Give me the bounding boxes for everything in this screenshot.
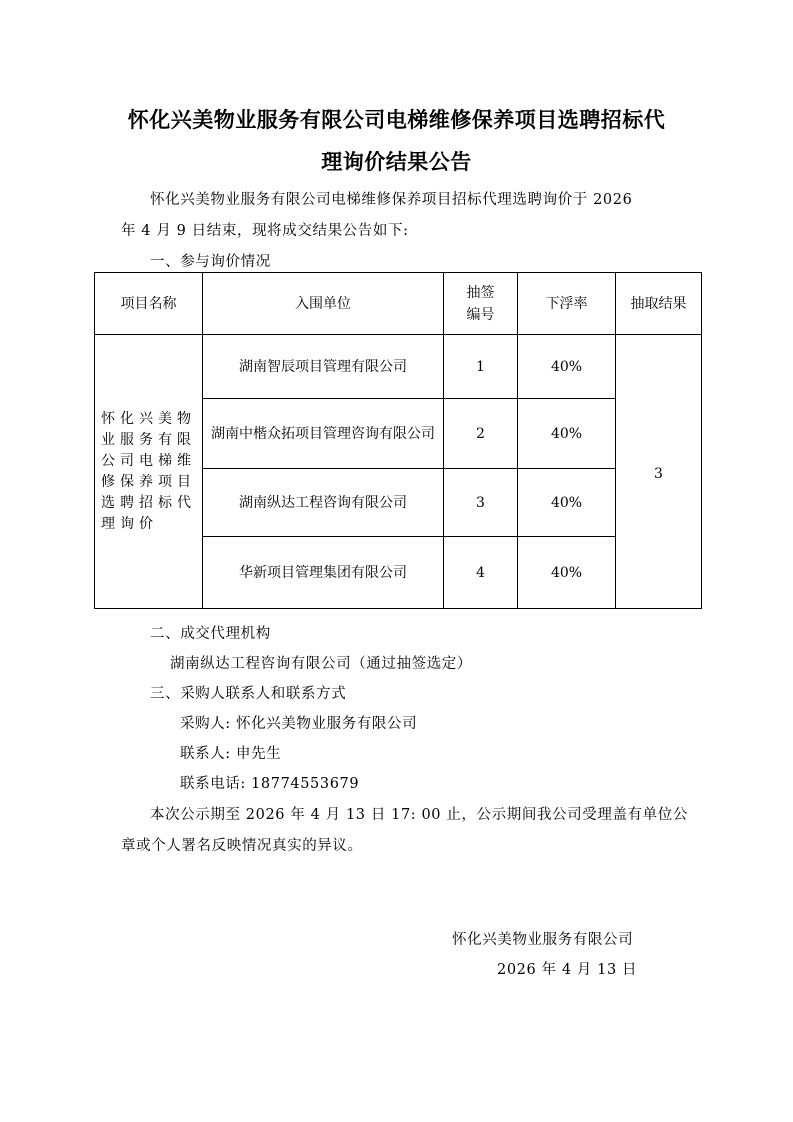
header-lot-line-1: 抽签 (466, 284, 495, 301)
inquiry-table (94, 272, 702, 609)
rate-cell: 40% (518, 335, 616, 399)
header-rate: 下浮率 (518, 273, 616, 335)
unit-cell: 湖南纵达工程咨询有限公司 (203, 469, 444, 537)
lot-cell: 2 (444, 399, 518, 469)
purchaser-line: 采购人: 怀化兴美物业服务有限公司 (180, 716, 418, 732)
result-cell: 3 (616, 335, 702, 609)
intro-line-1: 怀化兴美物业服务有限公司电梯维修保养项目招标代理选聘询价于 2026 (150, 192, 633, 208)
header-lot-line-2: 编号 (466, 306, 495, 323)
page-title-line-1: 怀化兴美物业服务有限公司电梯维修保养项目选聘招标代 (127, 108, 666, 132)
unit-cell: 湖南中楷众拓项目管理咨询有限公司 (203, 399, 444, 469)
lot-cell: 1 (444, 335, 518, 399)
project-name-cell: 怀化兴美物业服务有限公司电梯维修保养项目选聘招标代理询价 (95, 335, 203, 609)
lot-cell: 3 (444, 469, 518, 537)
section1-heading: 一、参与询价情况 (150, 254, 271, 270)
intro-line-2: 年 4 月 9 日结束，现将成交结果公告如下: (121, 223, 409, 239)
rate-cell: 40% (518, 537, 616, 609)
header-result: 抽取结果 (616, 273, 702, 335)
unit-cell: 湖南智辰项目管理有限公司 (203, 335, 444, 399)
table-row (95, 335, 702, 399)
contact-line: 联系人: 申先生 (180, 746, 282, 762)
signature-date: 2026 年 4 月 13 日 (497, 962, 638, 978)
phone-line: 联系电话: 18774553679 (180, 776, 360, 792)
notice-line-2: 章或个人署名反映情况真实的异议。 (121, 838, 363, 854)
unit-cell: 华新项目管理集团有限公司 (203, 537, 444, 609)
section2-content: 湖南纵达工程咨询有限公司（通过抽签选定） (170, 656, 472, 672)
table-header-row (95, 273, 702, 335)
section2-heading: 二、成交代理机构 (150, 626, 271, 642)
section3-heading: 三、采购人联系人和联系方式 (150, 686, 347, 702)
page-title-line-2: 理询价结果公告 (321, 150, 472, 174)
header-project: 项目名称 (95, 273, 203, 335)
signature-company: 怀化兴美物业服务有限公司 (452, 932, 634, 948)
header-unit: 入围单位 (203, 273, 444, 335)
lot-cell: 4 (444, 537, 518, 609)
rate-cell: 40% (518, 469, 616, 537)
notice-line-1: 本次公示期至 2026 年 4 月 13 日 17: 00 止，公示期间我公司受理盖有单位公 (150, 807, 688, 823)
header-lot (444, 273, 518, 335)
rate-cell: 40% (518, 399, 616, 469)
